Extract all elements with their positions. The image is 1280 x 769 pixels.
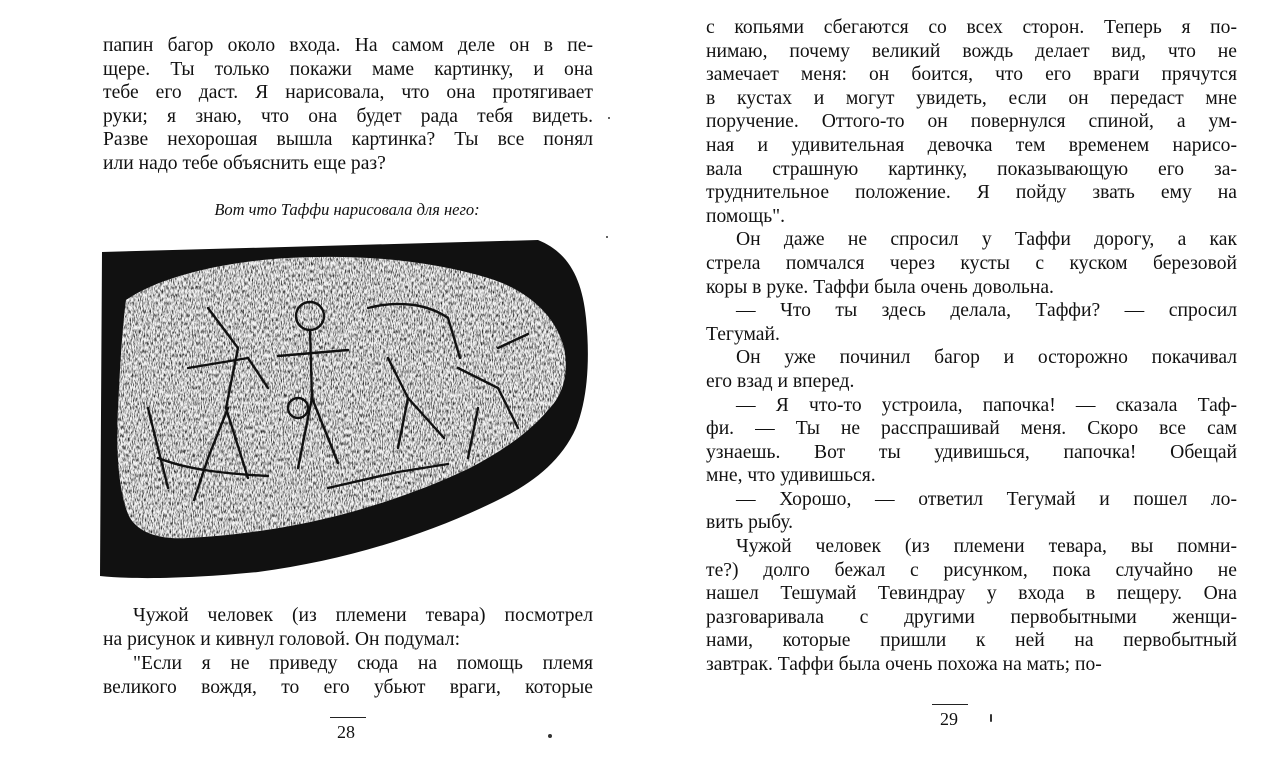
right-paragraph [706,346,1237,393]
right-paragraph [706,299,1237,346]
text-line: узнаешь. Вот ты удивишься, папочка! Обещай [706,441,1237,463]
text-line: Чужой человек (из племени тевара, вы помни- [736,536,1237,558]
text-line: щере. Ты только покажи маме картинку, и она [103,58,593,80]
text-line: нимаю, почему великий вождь делает вид, что не [706,40,1237,62]
text-line: замечает меня: он боится, что его враги прячутся [706,64,1237,86]
text-line: — Хорошо, — ответил Тегумай и пошел ло- [736,488,1237,510]
text-line: ная и удивительная девочка тем временем нарисо- [706,134,1237,156]
right-paragraph [706,535,1237,677]
left-paragraph-bottom-1 [103,604,593,651]
page-number-rule [932,704,968,705]
text-line: в кустах и могут увидеть, если он передаст мне [706,87,1237,109]
text-line: Он уже починил багор и осторожно покачивал [736,347,1237,369]
text-line: стрела помчался через кусты с куском березовой [706,252,1237,274]
page-number: 29 [940,709,958,729]
text-line: с копьями сбегаются со всех сторон. Теперь я по- [706,17,1237,38]
text-line: нашел Тешумай Тевиндрау у входа в пещеру. Она [706,583,1237,605]
page-number: 28 [337,722,355,742]
birch-bark-drawing-illustration [98,238,592,580]
text-line: помощь". [706,205,786,227]
text-line: мне, что удивишься. [706,465,876,487]
text-line: на рисунок и кивнул головой. Он подумал: [103,628,461,650]
text-line: его взад и вперед. [706,370,855,392]
text-line: великого вождя, то его убьют враги, которые [103,676,593,698]
text-line: поручение. Оттого-то он повернулся спиной, а ум- [706,111,1237,133]
right-page [640,0,1280,769]
right-text-column [706,16,1237,677]
page-number-rule [330,717,366,718]
right-paragraph [706,394,1237,488]
text-line: Чужой человек (из племени тевара) посмотрел [133,605,593,626]
text-line: руки; я знаю, что она будет рада тебя видеть. [103,105,593,127]
text-line: Тегумай. [706,323,780,345]
print-speck [990,714,992,722]
text-line: труднительное положение. Я пойду звать ему на [706,182,1237,204]
text-line: фи. — Ты не расспрашивай меня. Скоро все сам [706,418,1237,440]
right-paragraph [706,16,1237,228]
text-line: "Если я не приведу сюда на помощь племя [133,653,593,674]
text-line: нами, которые пришли к ней на первобытный [706,630,1237,652]
right-paragraph [706,488,1237,535]
text-line: завтрак. Таффи была очень похожа на мать; по- [706,654,1102,676]
print-speck [608,117,610,119]
text-line: — Я что-то устроила, папочка! — сказала Таф- [736,394,1237,416]
print-speck [548,734,552,738]
illustration-caption: Вот что Таффи нарисовала для него: [214,200,480,219]
right-paragraph [706,228,1237,299]
print-speck [606,236,608,238]
text-line: папин багор около входа. На самом деле он в пе- [103,35,593,56]
text-line: вить рыбу. [706,512,794,534]
text-line: коры в руке. Таффи была очень довольна. [706,276,1054,298]
text-line: Разве нехорошая вышла картинка? Ты все понял [103,129,593,151]
text-line: те?) долго бежал с рисунком, пока случайно не [706,559,1237,581]
left-paragraph-top [103,34,593,176]
text-line: Он даже не спросил у Таффи дорогу, а как [736,229,1237,251]
text-line: вала страшную картинку, показывающую его за- [706,158,1237,180]
text-line: тебе его даст. Я нарисовала, что она протягивает [103,82,593,104]
text-line: разговаривала с другими первобытными женщи- [706,606,1237,628]
text-line: или надо тебе объяснить еще раз? [103,152,386,174]
text-line: — Что ты здесь делала, Таффи? — спросил [736,300,1237,322]
left-paragraph-bottom-2 [103,652,593,699]
